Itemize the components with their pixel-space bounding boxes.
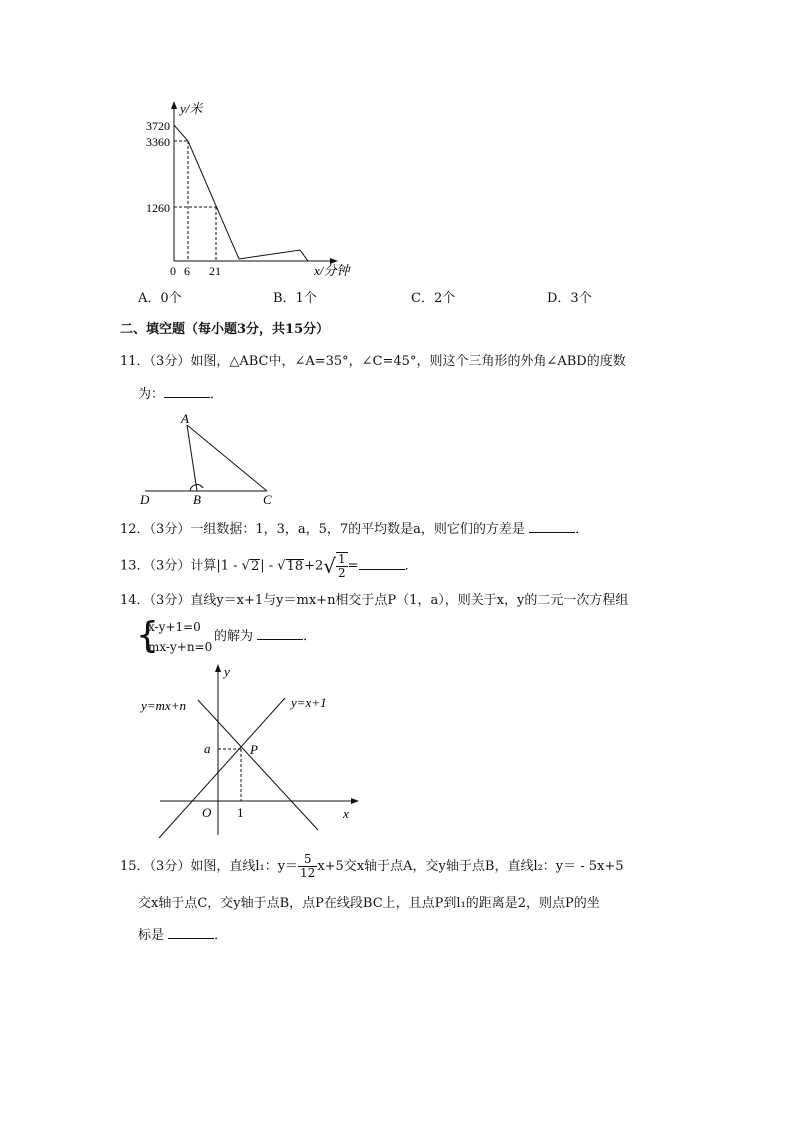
triangle-figure — [135, 410, 285, 510]
q15-l1-rest: x+5交x轴于点A，交y轴于点B，直线l₂：y＝ - 5x+5 — [317, 859, 624, 874]
q12-number: 12． — [120, 522, 150, 537]
q15-line2: 交x轴于点C，交y轴于点B，点P在线段BC上，且点P到l₁的距离是2，则点P的坐 — [138, 896, 600, 911]
q11-line2-prefix: 为： — [138, 387, 165, 402]
q14-eq2: mx-y+n=0 — [148, 640, 213, 654]
q14-line1 — [120, 592, 628, 610]
q14-sol-prefix: 的解为 — [214, 629, 254, 644]
q13-eq: = — [347, 558, 359, 574]
q13-number: 13． — [120, 558, 150, 574]
q11-answer-blank[interactable] — [164, 385, 210, 398]
q15-answer-blank[interactable] — [168, 926, 214, 939]
triangle-label-d: D — [140, 492, 150, 507]
q13-prefix: 计算|1 - — [190, 558, 242, 574]
q14-answer-blank[interactable] — [257, 627, 303, 640]
q13-sqrt2: 2 — [250, 558, 260, 574]
fig14-label-p: P — [250, 742, 258, 757]
graph1-x-tick-6: 6 — [184, 264, 190, 278]
triangle-label-b: B — [193, 492, 201, 507]
fig14-y-arrow — [215, 664, 221, 672]
q12-score: （3分） — [149, 522, 191, 537]
graph1-y-arrow — [171, 101, 177, 109]
triangle-label-a: A — [181, 411, 189, 426]
q11-number: 11． — [120, 354, 150, 369]
fig14-label-o: O — [202, 805, 212, 820]
q15-number: 15． — [120, 859, 150, 874]
fig14-label-x: x — [343, 806, 349, 821]
q15-fraction: $\frac{5}{12}$ — [300, 852, 316, 880]
fig14-x-arrow — [351, 798, 359, 804]
q14-solution-line — [214, 627, 316, 646]
q15-line3 — [138, 926, 227, 945]
lines-intersection-figure — [135, 660, 375, 840]
q10-option-d: D．3个 — [547, 291, 592, 306]
fig14-label-y: y — [224, 664, 230, 679]
q11-score: （3分） — [149, 354, 191, 369]
fig14-line-mx-plus-n — [198, 700, 318, 830]
triangle-side-ab — [187, 425, 197, 491]
q11-text: 如图，△ABC中，∠A=35°，∠C=45°，则这个三角形的外角∠ABD的度数 — [190, 354, 626, 369]
q11-line1 — [120, 353, 626, 371]
q14-number: 14． — [120, 593, 150, 608]
q12-line — [120, 520, 588, 539]
q11-line2-suffix: ． — [210, 387, 224, 402]
fig14-label-mx-n: y=mx+n — [141, 698, 186, 713]
graph1-x-label: x/分钟 — [314, 263, 350, 278]
q13-answer-blank[interactable] — [359, 557, 405, 570]
q10-option-a: A．0个 — [138, 291, 182, 306]
fig14-line-x-plus-1 — [159, 698, 285, 838]
q14-suffix: ． — [303, 629, 317, 644]
fig14-label-1: 1 — [237, 805, 244, 820]
triangle-side-ac — [187, 425, 267, 491]
q15-l1-text: 如图，直线l₁：y＝ — [190, 859, 299, 874]
q14-text: 直线y＝x+1与y＝mx+n相交于点P（1，a），则关于x，y的二元一次方程组 — [190, 593, 629, 608]
q12-suffix: ． — [575, 522, 589, 537]
q15-line3-prefix: 标是 — [138, 928, 165, 943]
q13-suffix: ． — [404, 558, 418, 574]
triangle-label-c: C — [263, 492, 272, 507]
q15-line1 — [120, 852, 624, 882]
q13-plus2: +2 — [304, 558, 324, 574]
fig14-label-x-1: y=x+1 — [291, 695, 327, 710]
q12-answer-blank[interactable] — [529, 520, 575, 533]
distance-time-graph — [130, 95, 370, 285]
q13-line: 13．（3分）计算|1 - √2| - √18+2√ $\frac{1}{2}$ = ． — [120, 552, 418, 580]
q13-sqrt18: 18 — [286, 558, 304, 574]
q11-line2 — [138, 385, 223, 404]
q14-eq1: x-y+1=0 — [148, 620, 201, 634]
q15-suffix: ． — [214, 928, 228, 943]
q15-score: （3分） — [149, 859, 191, 874]
q13-mid: | - — [260, 558, 278, 574]
q12-text: 一组数据：1，3，a，5，7的平均数是a，则它们的方差是 — [190, 522, 525, 537]
q10-option-b: B．1个 — [273, 291, 317, 306]
graph1-x-tick-21: 21 — [209, 264, 221, 278]
q13-score: （3分） — [149, 558, 191, 574]
graph1-y-tick-3720: 3720 — [146, 119, 170, 133]
graph1-y-tick-1260: 1260 — [146, 201, 170, 215]
section2-title: 二、填空题（每小题3分，共15分） — [120, 322, 330, 337]
fig14-label-a: a — [204, 741, 211, 756]
graph1-y-label: y/米 — [180, 101, 203, 116]
q14-brace: { — [136, 615, 159, 656]
q10-option-c: C．2个 — [411, 291, 456, 306]
graph1-y-tick-3360: 3360 — [146, 135, 170, 149]
q14-score: （3分） — [149, 593, 191, 608]
q13-fraction: $\frac{1}{2}$ — [338, 552, 346, 580]
graph1-curve — [174, 125, 308, 261]
graph1-x-tick-0: 0 — [170, 264, 176, 278]
